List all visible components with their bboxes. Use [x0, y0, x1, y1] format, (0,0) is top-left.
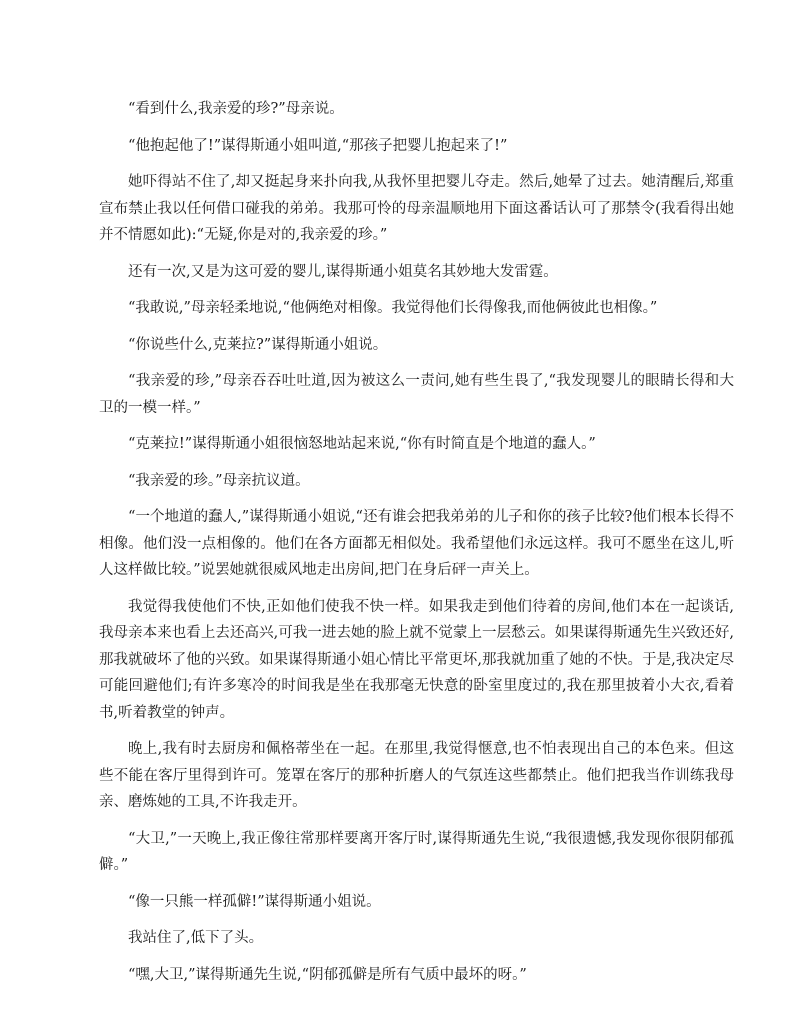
paragraph: “克莱拉!”谋得斯通小姐很恼怒地站起来说,“你有时简直是个地道的蠢人。” [128, 436, 596, 452]
paragraph: “大卫,”一天晚上,我正像往常那样要离开客厅时,谋得斯通先生说,“我很遗憾,我发现你很阴郁孤僻。” [99, 830, 734, 873]
paragraph: “看到什么,我亲爱的珍?”母亲说。 [128, 101, 344, 117]
paragraph: 晚上,我有时去厨房和佩格蒂坐在一起。在那里,我觉得惬意,也不怕表现出自己的本色来。但这些不能在客厅里得到许可。笼罩在客厅的那种折磨人的气氛连这些都禁止。他们把我当作训练我母亲、磨炼她的工具,不许我走开。 [99, 741, 734, 810]
paragraph: “我亲爱的珍,”母亲吞吞吐吐道,因为被这么一责问,她有些生畏了,“我发现婴儿的眼睛长得和大卫的一模一样。” [99, 373, 734, 416]
paragraph: 我觉得我使他们不快,正如他们使我不快一样。如果我走到他们待着的房间,他们本在一起谈话,我母亲本来也看上去还高兴,可我一进去她的脸上就不觉蒙上一层愁云。如果谋得斯通先生兴致还好,那我就破坏了他的兴致。如果谋得斯通小姐心情比平常更坏,那我就加重了她的不快。于是,我决定尽可能回避他们;有许多寒冷的时间我是坐在我那毫无快意的卧室里度过的,我在那里披着小大衣,看着书,听着教堂的钟声。 [99, 598, 734, 721]
document-body [99, 96, 734, 998]
paragraph: “一个地道的蠢人,”谋得斯通小姐说,“还有谁会把我弟弟的儿子和你的孩子比较?他们根本长得不相像。他们没一点相像的。他们在各方面都无相似处。我希望他们永远这样。我可不愿坐在这儿,听人这样做比较。”说罢她就很威风地走出房间,把门在身后砰一声关上。 [99, 509, 734, 578]
paragraph: “像一只熊一样孤僻!”谋得斯通小姐说。 [128, 893, 381, 910]
paragraph: “我敢说,”母亲轻柔地说,“他俩绝对相像。我觉得他们长得像我,而他俩彼此也相像。” [128, 300, 658, 316]
paragraph: “我亲爱的珍。”母亲抗议道。 [128, 472, 310, 489]
paragraph: 还有一次,又是为这可爱的婴儿,谋得斯通小姐莫名其妙地大发雷霆。 [128, 263, 558, 280]
paragraph: “嘿,大卫,”谋得斯通先生说,“阴郁孤僻是所有气质中最坏的呀。” [128, 966, 527, 983]
paragraph: 我站住了,低下了头。 [128, 930, 264, 946]
paragraph: “你说些什么,克莱拉?”谋得斯通小姐说。 [128, 336, 388, 353]
paragraph: “他抱起他了!”谋得斯通小姐叫道,“那孩子把婴儿抱起来了!” [128, 137, 508, 154]
paragraph: 她吓得站不住了,却又挺起身来扑向我,从我怀里把婴儿夺走。然后,她晕了过去。她清醒后,郑重宣布禁止我以任何借口碰我的弟弟。我那可怜的母亲温顺地用下面这番话认可了那禁令(我看得出她并不情愿如此):“无疑,你是对的,我亲爱的珍。” [99, 174, 734, 243]
